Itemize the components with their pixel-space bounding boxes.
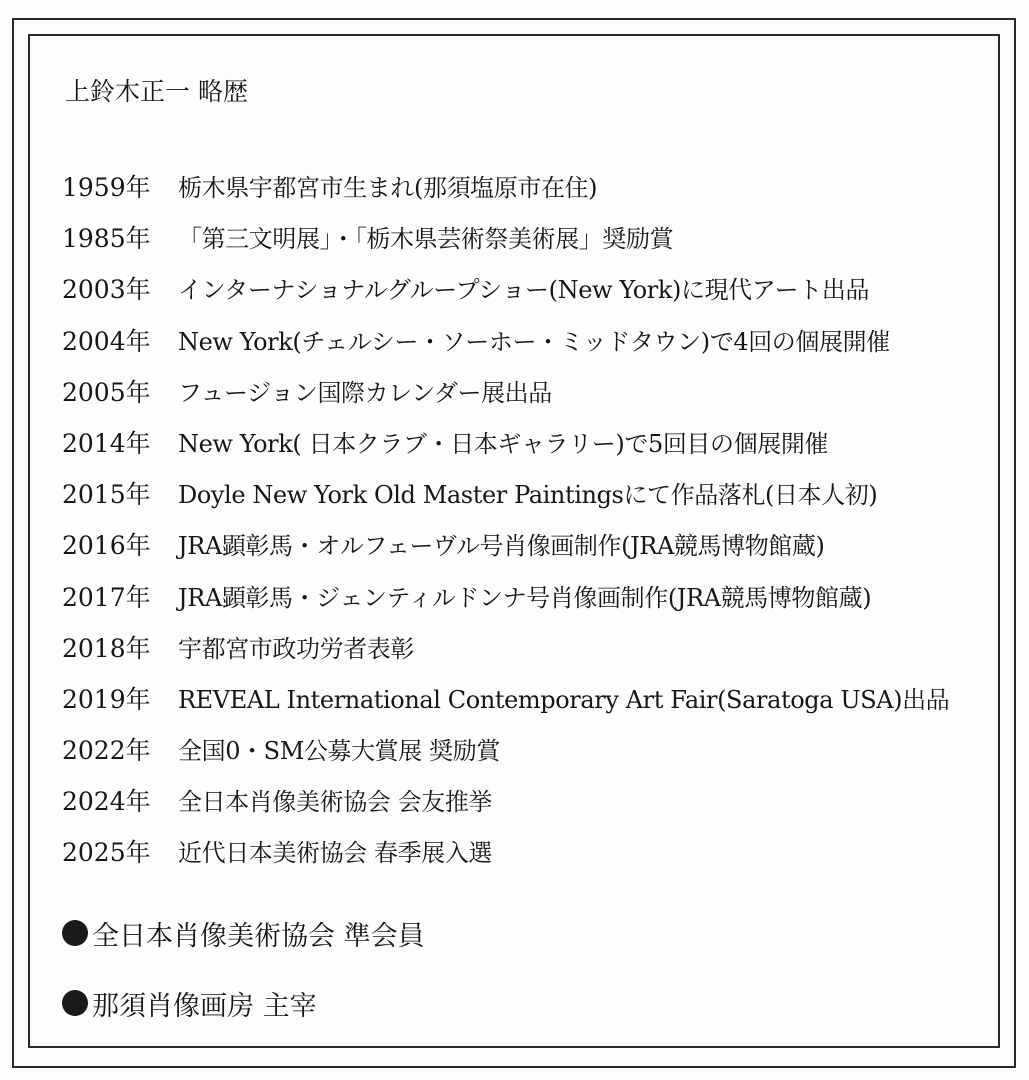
history-year: 1959年 [62, 173, 151, 202]
history-event: 宇都宮市政功労者表彰 [178, 634, 414, 663]
history-row [62, 782, 949, 833]
note-text: 那須肖像画房 主宰 [92, 991, 317, 1022]
history-event: JRA顕彰馬・オルフェーヴル号肖像画制作(JRA競馬博物館蔵) [178, 532, 825, 561]
history-year: 2017年 [62, 582, 151, 612]
page-title: 上鈴木正一 略歴 [65, 77, 248, 106]
bullet-circle-icon [62, 920, 88, 946]
history-event: 「第三文明展」・「栃木県芸術祭美術展」奨励賞 [178, 225, 674, 254]
history-event: New York(チェルシー・ソーホー・ミッドタウン)で4回の個展開催 [178, 327, 890, 356]
bullet-circle-icon [62, 990, 88, 1016]
history-event: 栃木県宇都宮市生まれ(那須塩原市在住) [178, 174, 598, 202]
history-row [62, 731, 949, 782]
history-event: REVEAL International Contemporary Art Fair(Saratoga USA)出品 [178, 685, 950, 714]
history-event: 近代日本美術協会 春季展入選 [178, 839, 493, 868]
history-row [62, 168, 949, 219]
history-year: 2024年 [62, 787, 151, 817]
history-row [62, 578, 949, 629]
history-row [62, 270, 949, 321]
history-event: 全日本肖像美術協会 会友推挙 [178, 788, 493, 817]
history-row [62, 680, 949, 731]
history-year: 2005年 [62, 377, 151, 407]
note-item [62, 914, 425, 984]
history-event: フュージョン国際カレンダー展出品 [178, 378, 552, 407]
history-year: 2003年 [62, 275, 151, 305]
history-row [62, 475, 949, 526]
history-year: 2016年 [62, 531, 151, 561]
history-row [62, 629, 949, 680]
history-year: 2015年 [62, 480, 151, 510]
history-row [62, 833, 949, 884]
note-item [62, 984, 425, 1054]
history-event: JRA顕彰馬・ジェンティルドンナ号肖像画制作(JRA競馬博物館蔵) [178, 583, 872, 612]
history-year: 2019年 [62, 684, 151, 714]
note-text: 全日本肖像美術協会 準会員 [92, 921, 425, 952]
history-event: インターナショナルグループショー(New York)に現代アート出品 [178, 276, 870, 305]
history-event: Doyle New York Old Master Paintingsにて作品落札(日本人初) [178, 481, 878, 510]
history-row [62, 526, 949, 577]
history-row [62, 373, 949, 424]
history-year: 1985年 [62, 224, 151, 254]
history-event: New York( 日本クラブ・日本ギャラリー)で5回目の個展開催 [178, 429, 829, 458]
notes-list [62, 914, 425, 1054]
history-year: 2025年 [62, 838, 151, 868]
history-event: 全国0・SM公募大賞展 奨励賞 [178, 737, 500, 766]
history-row [62, 322, 949, 373]
history-year: 2018年 [62, 633, 151, 663]
history-year: 2022年 [62, 736, 151, 766]
history-row [62, 424, 949, 475]
history-year: 2014年 [62, 428, 151, 458]
history-row [62, 219, 949, 270]
history-list [62, 168, 949, 885]
history-year: 2004年 [62, 326, 151, 356]
